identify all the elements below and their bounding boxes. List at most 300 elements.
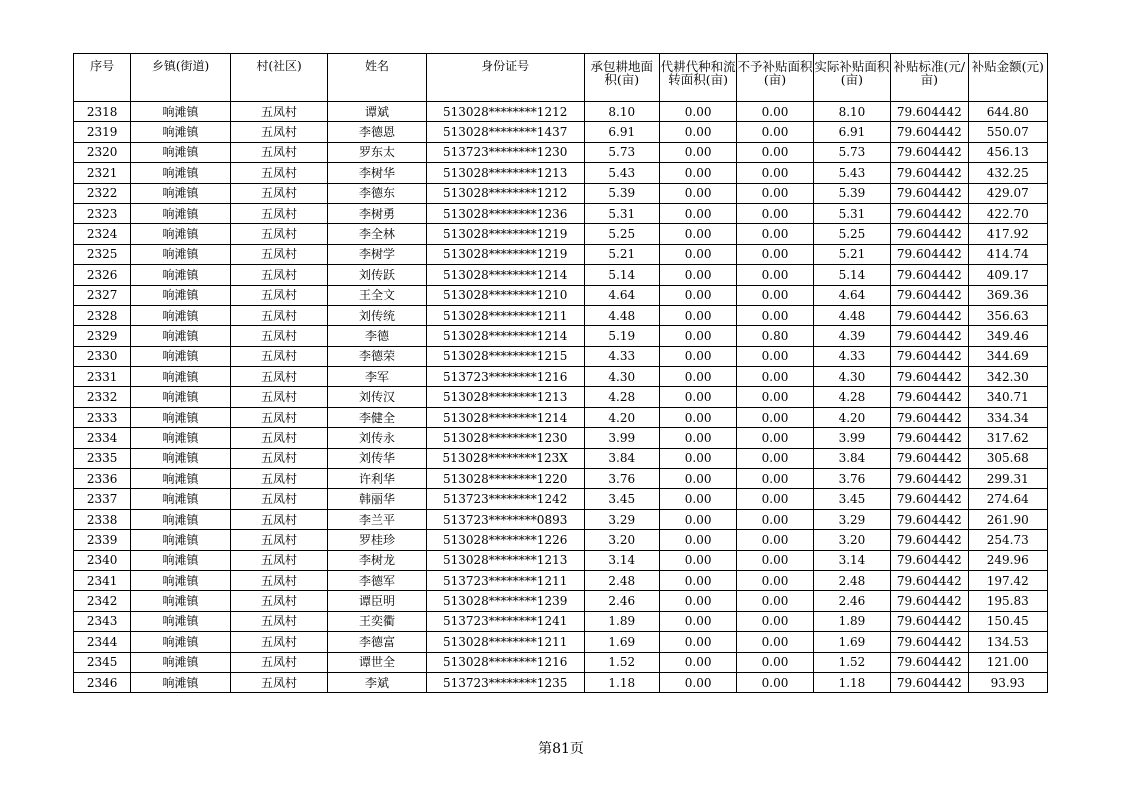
cell-name: 谭斌 [328,102,427,122]
cell-seq: 2340 [74,550,131,570]
cell-actual-area: 4.64 [813,285,890,305]
cell-name: 罗东太 [328,142,427,162]
table-row [74,530,1048,550]
cell-subsidy-rate: 79.604442 [891,448,968,468]
cell-seq: 2341 [74,570,131,590]
cell-seq: 2346 [74,672,131,692]
cell-town: 响滩镇 [131,509,231,529]
header-contract-area: 承包耕地面积(亩) [584,54,659,102]
cell-town: 响滩镇 [131,102,231,122]
subsidy-table-container [73,53,1048,693]
cell-id-number: 513028********1437 [426,122,584,142]
cell-name: 李德荣 [328,346,427,366]
cell-name: 李德东 [328,183,427,203]
cell-subsidy-rate: 79.604442 [891,367,968,387]
cell-excluded-area: 0.00 [737,163,813,183]
cell-name: 李兰平 [328,509,427,529]
cell-village: 五凤村 [230,632,328,652]
cell-subsidy-amount: 317.62 [968,428,1047,448]
cell-name: 刘传华 [328,448,427,468]
cell-actual-area: 1.89 [813,611,890,631]
cell-town: 响滩镇 [131,163,231,183]
cell-id-number: 513723********1242 [426,489,584,509]
cell-name: 谭臣明 [328,591,427,611]
cell-town: 响滩镇 [131,265,231,285]
cell-contract-area: 1.89 [584,611,659,631]
cell-contract-area: 4.48 [584,305,659,325]
cell-contract-area: 5.73 [584,142,659,162]
cell-contract-area: 5.31 [584,203,659,223]
cell-seq: 2331 [74,367,131,387]
cell-actual-area: 3.20 [813,530,890,550]
cell-subsidy-rate: 79.604442 [891,102,968,122]
cell-id-number: 513723********0893 [426,509,584,529]
cell-id-number: 513028********1211 [426,632,584,652]
cell-subsidy-rate: 79.604442 [891,632,968,652]
table-row [74,224,1048,244]
cell-subsidy-amount: 93.93 [968,672,1047,692]
cell-transfer-area: 0.00 [659,122,736,142]
cell-village: 五凤村 [230,346,328,366]
cell-town: 响滩镇 [131,652,231,672]
cell-seq: 2333 [74,407,131,427]
cell-village: 五凤村 [230,122,328,142]
cell-actual-area: 1.52 [813,652,890,672]
cell-subsidy-amount: 261.90 [968,509,1047,529]
cell-excluded-area: 0.00 [737,469,813,489]
cell-seq: 2322 [74,183,131,203]
cell-seq: 2324 [74,224,131,244]
cell-transfer-area: 0.00 [659,407,736,427]
cell-village: 五凤村 [230,387,328,407]
cell-id-number: 513028********1211 [426,305,584,325]
cell-id-number: 513028********1214 [426,326,584,346]
cell-transfer-area: 0.00 [659,448,736,468]
header-subsidy-amount: 补贴金额(元) [968,54,1047,102]
table-row [74,305,1048,325]
cell-excluded-area: 0.00 [737,244,813,264]
cell-village: 五凤村 [230,305,328,325]
cell-transfer-area: 0.00 [659,326,736,346]
cell-village: 五凤村 [230,183,328,203]
header-transfer-area: 代耕代种和流转面积(亩) [659,54,736,102]
cell-name: 谭世全 [328,652,427,672]
cell-transfer-area: 0.00 [659,224,736,244]
cell-id-number: 513028********1219 [426,244,584,264]
cell-actual-area: 3.45 [813,489,890,509]
table-row [74,163,1048,183]
cell-excluded-area: 0.00 [737,203,813,223]
cell-village: 五凤村 [230,326,328,346]
cell-village: 五凤村 [230,203,328,223]
cell-transfer-area: 0.00 [659,183,736,203]
cell-seq: 2327 [74,285,131,305]
cell-name: 李树华 [328,163,427,183]
cell-subsidy-amount: 340.71 [968,387,1047,407]
cell-id-number: 513028********1220 [426,469,584,489]
cell-contract-area: 3.29 [584,509,659,529]
cell-excluded-area: 0.00 [737,509,813,529]
cell-contract-area: 5.14 [584,265,659,285]
cell-contract-area: 5.25 [584,224,659,244]
cell-contract-area: 8.10 [584,102,659,122]
cell-name: 王全文 [328,285,427,305]
cell-subsidy-rate: 79.604442 [891,224,968,244]
cell-subsidy-amount: 305.68 [968,448,1047,468]
cell-transfer-area: 0.00 [659,387,736,407]
cell-subsidy-amount: 121.00 [968,652,1047,672]
cell-transfer-area: 0.00 [659,285,736,305]
cell-id-number: 513028********123X [426,448,584,468]
cell-actual-area: 5.21 [813,244,890,264]
cell-village: 五凤村 [230,550,328,570]
cell-id-number: 513028********1213 [426,387,584,407]
cell-transfer-area: 0.00 [659,469,736,489]
cell-contract-area: 4.20 [584,407,659,427]
cell-subsidy-amount: 432.25 [968,163,1047,183]
table-row [74,509,1048,529]
cell-seq: 2335 [74,448,131,468]
cell-town: 响滩镇 [131,469,231,489]
cell-town: 响滩镇 [131,448,231,468]
cell-contract-area: 5.21 [584,244,659,264]
cell-subsidy-rate: 79.604442 [891,591,968,611]
cell-town: 响滩镇 [131,570,231,590]
cell-id-number: 513028********1226 [426,530,584,550]
cell-subsidy-rate: 79.604442 [891,469,968,489]
cell-actual-area: 5.31 [813,203,890,223]
cell-subsidy-rate: 79.604442 [891,530,968,550]
table-row [74,407,1048,427]
cell-transfer-area: 0.00 [659,530,736,550]
cell-subsidy-amount: 409.17 [968,265,1047,285]
cell-contract-area: 2.48 [584,570,659,590]
cell-village: 五凤村 [230,367,328,387]
cell-excluded-area: 0.00 [737,142,813,162]
cell-excluded-area: 0.00 [737,265,813,285]
cell-town: 响滩镇 [131,489,231,509]
cell-transfer-area: 0.00 [659,550,736,570]
cell-seq: 2330 [74,346,131,366]
cell-village: 五凤村 [230,285,328,305]
table-header [74,54,1048,102]
cell-subsidy-rate: 79.604442 [891,407,968,427]
cell-id-number: 513028********1230 [426,428,584,448]
cell-seq: 2326 [74,265,131,285]
cell-actual-area: 5.39 [813,183,890,203]
cell-subsidy-amount: 334.34 [968,407,1047,427]
cell-seq: 2318 [74,102,131,122]
cell-actual-area: 3.29 [813,509,890,529]
cell-id-number: 513028********1239 [426,591,584,611]
cell-actual-area: 4.30 [813,367,890,387]
cell-transfer-area: 0.00 [659,428,736,448]
cell-name: 李德军 [328,570,427,590]
cell-village: 五凤村 [230,163,328,183]
cell-transfer-area: 0.00 [659,305,736,325]
table-row [74,611,1048,631]
cell-id-number: 513028********1212 [426,183,584,203]
header-seq: 序号 [74,54,131,102]
cell-excluded-area: 0.00 [737,428,813,448]
cell-subsidy-rate: 79.604442 [891,285,968,305]
header-id-number: 身份证号 [426,54,584,102]
cell-actual-area: 5.73 [813,142,890,162]
cell-transfer-area: 0.00 [659,672,736,692]
header-subsidy-rate: 补贴标准(元/亩) [891,54,968,102]
cell-actual-area: 4.33 [813,346,890,366]
cell-subsidy-amount: 422.70 [968,203,1047,223]
cell-seq: 2332 [74,387,131,407]
cell-actual-area: 4.48 [813,305,890,325]
cell-village: 五凤村 [230,142,328,162]
table-row [74,550,1048,570]
cell-excluded-area: 0.00 [737,367,813,387]
cell-transfer-area: 0.00 [659,611,736,631]
cell-seq: 2338 [74,509,131,529]
cell-village: 五凤村 [230,265,328,285]
cell-subsidy-rate: 79.604442 [891,387,968,407]
cell-id-number: 513028********1216 [426,652,584,672]
cell-actual-area: 5.43 [813,163,890,183]
cell-subsidy-rate: 79.604442 [891,611,968,631]
cell-town: 响滩镇 [131,244,231,264]
cell-subsidy-amount: 195.83 [968,591,1047,611]
cell-excluded-area: 0.00 [737,672,813,692]
cell-transfer-area: 0.00 [659,203,736,223]
cell-town: 响滩镇 [131,407,231,427]
cell-transfer-area: 0.00 [659,652,736,672]
cell-town: 响滩镇 [131,387,231,407]
cell-seq: 2323 [74,203,131,223]
cell-excluded-area: 0.00 [737,652,813,672]
cell-subsidy-rate: 79.604442 [891,163,968,183]
cell-contract-area: 5.39 [584,183,659,203]
cell-subsidy-amount: 342.30 [968,367,1047,387]
table-row [74,469,1048,489]
cell-subsidy-amount: 550.07 [968,122,1047,142]
table-row [74,591,1048,611]
cell-name: 刘传汉 [328,387,427,407]
cell-subsidy-rate: 79.604442 [891,428,968,448]
cell-town: 响滩镇 [131,224,231,244]
cell-seq: 2342 [74,591,131,611]
cell-seq: 2319 [74,122,131,142]
cell-transfer-area: 0.00 [659,265,736,285]
cell-actual-area: 4.20 [813,407,890,427]
cell-seq: 2320 [74,142,131,162]
cell-subsidy-rate: 79.604442 [891,142,968,162]
cell-actual-area: 3.84 [813,448,890,468]
cell-actual-area: 2.46 [813,591,890,611]
table-row [74,632,1048,652]
cell-transfer-area: 0.00 [659,509,736,529]
cell-village: 五凤村 [230,224,328,244]
cell-name: 李树龙 [328,550,427,570]
cell-excluded-area: 0.80 [737,326,813,346]
cell-subsidy-amount: 644.80 [968,102,1047,122]
cell-subsidy-rate: 79.604442 [891,122,968,142]
cell-contract-area: 4.64 [584,285,659,305]
cell-subsidy-amount: 150.45 [968,611,1047,631]
table-row [74,448,1048,468]
page-number: 第81页 [538,741,584,757]
cell-id-number: 513723********1211 [426,570,584,590]
table-row [74,672,1048,692]
cell-excluded-area: 0.00 [737,632,813,652]
cell-subsidy-amount: 274.64 [968,489,1047,509]
table-row [74,570,1048,590]
cell-subsidy-rate: 79.604442 [891,203,968,223]
cell-actual-area: 3.76 [813,469,890,489]
cell-id-number: 513723********1216 [426,367,584,387]
cell-subsidy-rate: 79.604442 [891,509,968,529]
cell-subsidy-rate: 79.604442 [891,326,968,346]
cell-town: 响滩镇 [131,530,231,550]
cell-actual-area: 3.14 [813,550,890,570]
cell-contract-area: 1.69 [584,632,659,652]
cell-excluded-area: 0.00 [737,305,813,325]
cell-actual-area: 4.39 [813,326,890,346]
cell-subsidy-amount: 456.13 [968,142,1047,162]
cell-seq: 2345 [74,652,131,672]
cell-subsidy-amount: 414.74 [968,244,1047,264]
cell-subsidy-rate: 79.604442 [891,672,968,692]
cell-id-number: 513028********1214 [426,265,584,285]
table-row [74,142,1048,162]
cell-name: 刘传统 [328,305,427,325]
table-row [74,102,1048,122]
cell-contract-area: 3.20 [584,530,659,550]
cell-town: 响滩镇 [131,326,231,346]
cell-seq: 2339 [74,530,131,550]
header-row [74,54,1048,102]
cell-transfer-area: 0.00 [659,591,736,611]
cell-subsidy-rate: 79.604442 [891,346,968,366]
cell-subsidy-rate: 79.604442 [891,570,968,590]
cell-village: 五凤村 [230,509,328,529]
cell-subsidy-amount: 344.69 [968,346,1047,366]
cell-town: 响滩镇 [131,611,231,631]
cell-transfer-area: 0.00 [659,346,736,366]
cell-actual-area: 6.91 [813,122,890,142]
cell-town: 响滩镇 [131,672,231,692]
cell-excluded-area: 0.00 [737,102,813,122]
cell-contract-area: 3.76 [584,469,659,489]
cell-subsidy-rate: 79.604442 [891,489,968,509]
cell-id-number: 513028********1236 [426,203,584,223]
cell-actual-area: 5.25 [813,224,890,244]
cell-contract-area: 4.28 [584,387,659,407]
cell-transfer-area: 0.00 [659,632,736,652]
header-village: 村(社区) [230,54,328,102]
cell-name: 许利华 [328,469,427,489]
cell-name: 李德恩 [328,122,427,142]
cell-excluded-area: 0.00 [737,530,813,550]
cell-excluded-area: 0.00 [737,611,813,631]
cell-subsidy-amount: 417.92 [968,224,1047,244]
cell-village: 五凤村 [230,652,328,672]
cell-subsidy-amount: 249.96 [968,550,1047,570]
cell-actual-area: 4.28 [813,387,890,407]
cell-subsidy-amount: 356.63 [968,305,1047,325]
cell-town: 响滩镇 [131,428,231,448]
cell-id-number: 513028********1210 [426,285,584,305]
table-row [74,285,1048,305]
table-row [74,265,1048,285]
cell-town: 响滩镇 [131,122,231,142]
table-row [74,489,1048,509]
table-row [74,367,1048,387]
cell-village: 五凤村 [230,244,328,264]
table-row [74,652,1048,672]
table-row [74,203,1048,223]
cell-contract-area: 5.43 [584,163,659,183]
cell-excluded-area: 0.00 [737,591,813,611]
cell-actual-area: 3.99 [813,428,890,448]
cell-actual-area: 8.10 [813,102,890,122]
cell-excluded-area: 0.00 [737,387,813,407]
header-town: 乡镇(街道) [131,54,231,102]
cell-subsidy-amount: 134.53 [968,632,1047,652]
cell-contract-area: 6.91 [584,122,659,142]
cell-id-number: 513028********1214 [426,407,584,427]
cell-village: 五凤村 [230,428,328,448]
cell-village: 五凤村 [230,570,328,590]
cell-name: 王奕衢 [328,611,427,631]
cell-town: 响滩镇 [131,632,231,652]
cell-town: 响滩镇 [131,285,231,305]
cell-id-number: 513028********1213 [426,550,584,570]
cell-name: 李德 [328,326,427,346]
table-row [74,244,1048,264]
table-row [74,122,1048,142]
cell-town: 响滩镇 [131,183,231,203]
cell-town: 响滩镇 [131,591,231,611]
cell-seq: 2321 [74,163,131,183]
cell-village: 五凤村 [230,102,328,122]
cell-subsidy-amount: 349.46 [968,326,1047,346]
cell-excluded-area: 0.00 [737,346,813,366]
cell-seq: 2325 [74,244,131,264]
cell-subsidy-rate: 79.604442 [891,305,968,325]
cell-excluded-area: 0.00 [737,448,813,468]
cell-name: 刘传跃 [328,265,427,285]
cell-excluded-area: 0.00 [737,183,813,203]
table-row [74,387,1048,407]
cell-contract-area: 4.33 [584,346,659,366]
cell-seq: 2329 [74,326,131,346]
cell-contract-area: 4.30 [584,367,659,387]
cell-excluded-area: 0.00 [737,224,813,244]
cell-excluded-area: 0.00 [737,407,813,427]
cell-id-number: 513723********1241 [426,611,584,631]
cell-seq: 2343 [74,611,131,631]
cell-contract-area: 1.52 [584,652,659,672]
cell-seq: 2337 [74,489,131,509]
cell-excluded-area: 0.00 [737,122,813,142]
cell-actual-area: 1.18 [813,672,890,692]
cell-name: 李树学 [328,244,427,264]
cell-id-number: 513723********1230 [426,142,584,162]
cell-town: 响滩镇 [131,305,231,325]
cell-village: 五凤村 [230,591,328,611]
cell-village: 五凤村 [230,469,328,489]
cell-actual-area: 2.48 [813,570,890,590]
cell-seq: 2334 [74,428,131,448]
cell-town: 响滩镇 [131,142,231,162]
header-excluded-area: 不予补贴面积(亩) [737,54,813,102]
